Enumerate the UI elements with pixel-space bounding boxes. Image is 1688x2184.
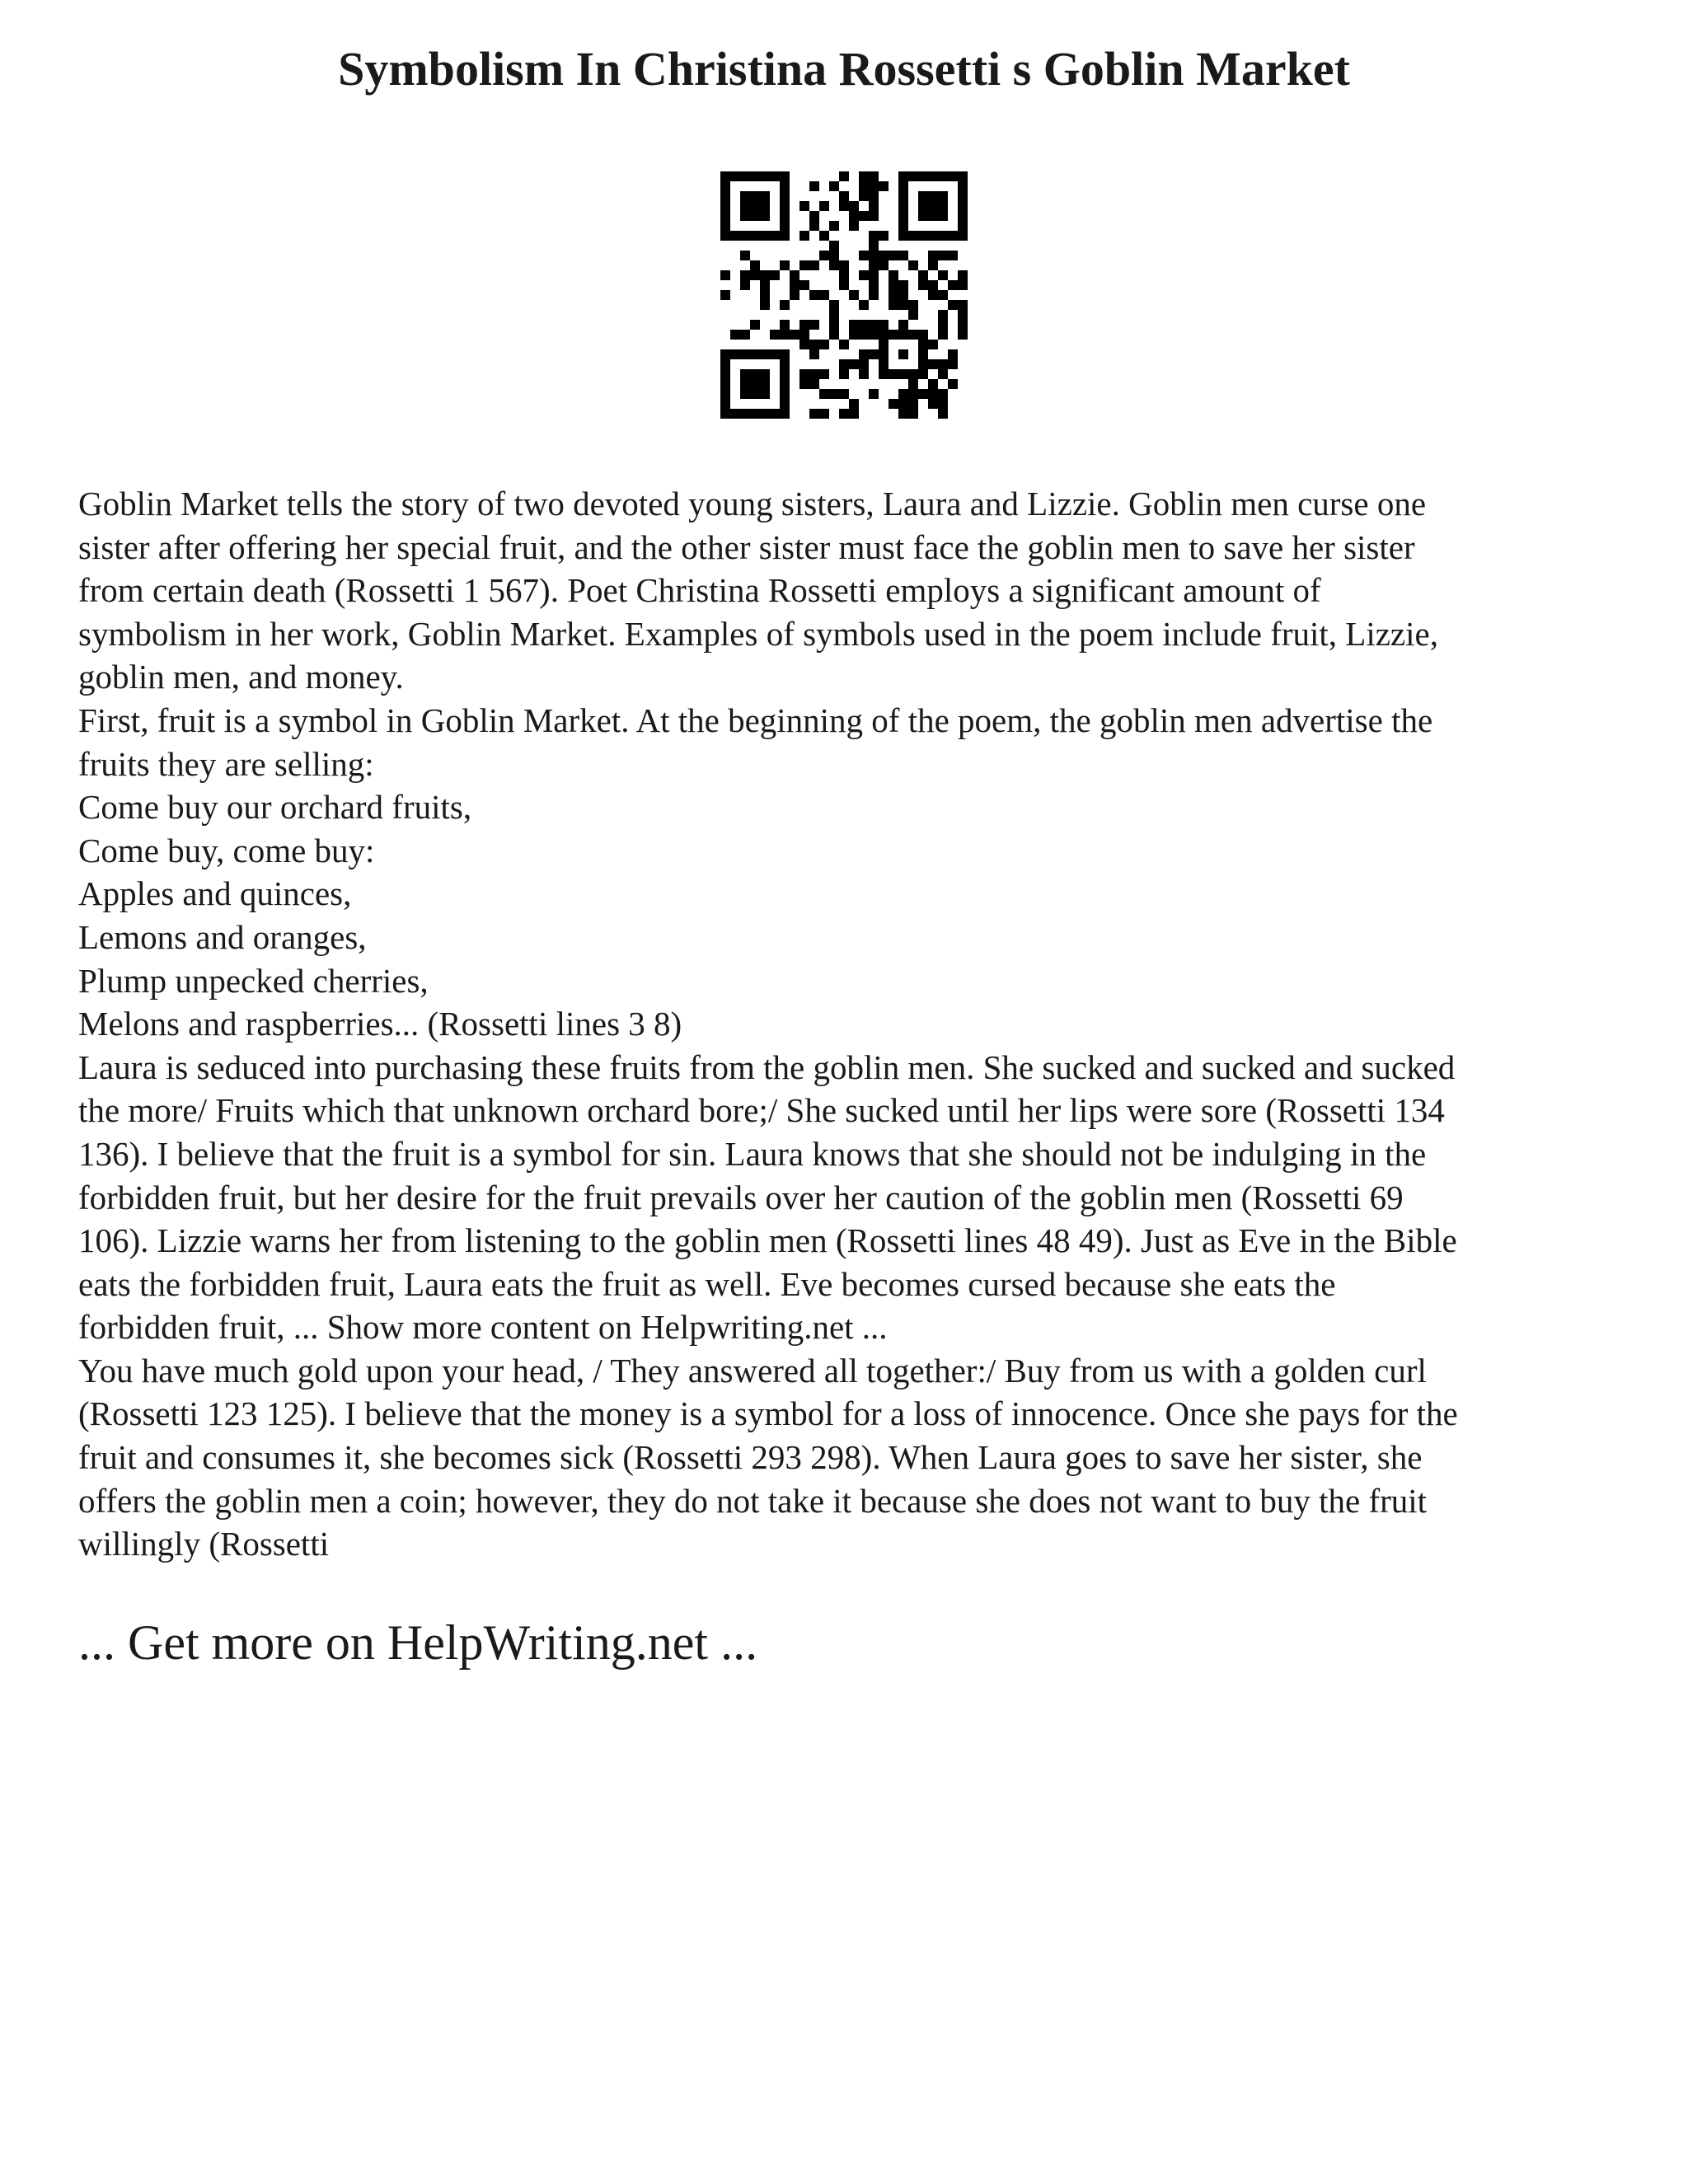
get-more-link[interactable]: ... Get more on HelpWriting.net ... [78,1615,758,1670]
body-line: fruits they are selling: [78,744,374,783]
poem-line: Apples and quinces, [78,874,352,913]
body-line: the more/ Fruits which that unknown orchard bore;/ She sucked until her lips were sore (Rossetti 134 [78,1091,1445,1130]
body-line: offers the goblin men a coin; however, they do not take it because she does not want to buy the fruit [78,1481,1428,1520]
body-line: willingly (Rossetti [78,1525,330,1563]
body-line: forbidden fruit, ... Show more content on Helpwriting.net ... [78,1308,888,1347]
body-line: First, fruit is a symbol in Goblin Market. At the beginning of the poem, the goblin men advertise the [78,701,1433,739]
body-line: 106). Lizzie warns her from listening to the goblin men (Rossetti lines 48 49). Just as Eve in the Bible [78,1221,1457,1260]
body-line: from certain death (Rossetti 1 567). Poet Christina Rossetti employs a significant amount of [78,571,1321,610]
poem-line: Come buy, come buy: [78,831,375,869]
body-line: (Rossetti 123 125). I believe that the money is a symbol for a loss of innocence. Once she pays for the [78,1394,1458,1433]
body-line: eats the forbidden fruit, Laura eats the fruit as well. Eve becomes cursed because she eats the [78,1264,1336,1303]
page-title: Symbolism In Christina Rossetti s Goblin Market [338,42,1350,96]
body-line: Laura is seduced into purchasing these fruits from the goblin men. She sucked and sucked and sucked [78,1047,1456,1086]
body-line: symbolism in her work, Goblin Market. Examples of symbols used in the poem include fruit, Lizzie, [78,614,1438,653]
poem-line: Melons and raspberries... (Rossetti lines 3 8) [78,1005,682,1043]
document-body [78,482,1628,1566]
poem-line: Come buy our orchard fruits, [78,788,472,827]
body-line: fruit and consumes it, she becomes sick (Rossetti 293 298). When Laura goes to save her sister, she [78,1438,1423,1477]
poem-line: Lemons and oranges, [78,917,367,956]
body-line: 136). I believe that the fruit is a symbol for sin. Laura knows that she should not be indulging in the [78,1134,1427,1173]
body-line: goblin men, and money. [78,658,404,696]
body-line: Goblin Market tells the story of two devoted young sisters, Laura and Lizzie. Goblin men curse one [78,485,1427,523]
poem-line: Plump unpecked cherries, [78,961,429,1000]
body-line: forbidden fruit, but her desire for the fruit prevails over her caution of the goblin men (Rossetti 69 [78,1178,1404,1216]
body-line: You have much gold upon your head, / They answered all together:/ Buy from us with a golden curl [78,1351,1427,1390]
qr-code-icon[interactable] [720,171,968,419]
body-line: sister after offering her special fruit, and the other sister must face the goblin men to save her sister [78,527,1415,566]
qr-code-graphic [720,171,968,419]
